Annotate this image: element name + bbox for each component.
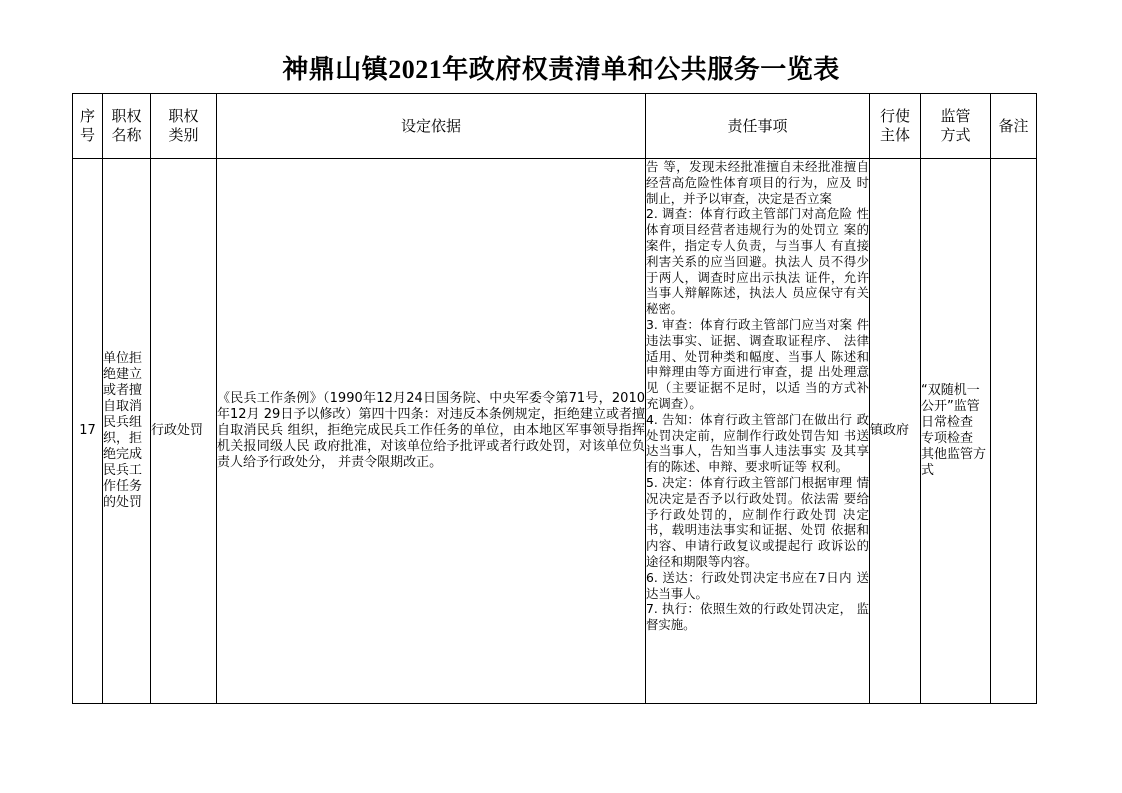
cell-executing-body: 镇政府 <box>870 159 921 704</box>
header-power-category <box>151 94 217 159</box>
cell-supervision-method <box>921 159 991 704</box>
cell-power-category: 行政处罚 <box>151 159 217 704</box>
header-serial-number <box>73 94 103 159</box>
header-remark: 备注 <box>991 94 1037 159</box>
duty-item: 4. 告知：体育行政主管部门在做出行 政处罚决定前，应制作行政处罚告知 书送达当事人，告知当事人违法事实 及其享有的陈述、申辩、要求听证等 权利。 <box>646 411 869 475</box>
duty-item: 7. 执行：依照生效的行政处罚决定， 监督实施。 <box>646 601 869 633</box>
cell-serial-number: 17 <box>73 159 103 704</box>
duty-item: 5. 决定：体育行政主管部门根据审理 情况决定是否予以行政处罚。依法需 要给予行政处罚的，应制作行政处罚 决定书，载明违法事实和证据、处罚 依据和内容、申请行政复议或提起行 政诉讼的途径和期限等内容。 <box>646 474 869 569</box>
table-header-row <box>73 94 1037 159</box>
supervision-item: 专项检查 <box>921 431 974 446</box>
header-supervision-method <box>921 94 991 159</box>
duty-item: 6. 送达：行政处罚决定书应在7日内 送达当事人。 <box>646 569 869 601</box>
supervision-item: 日常检查 <box>921 415 974 430</box>
header-legal-basis: 设定依据 <box>217 94 646 159</box>
header-power-category-label: 职权类别 <box>168 107 199 144</box>
header-power-name <box>103 94 151 159</box>
header-supervision-method-label: 监管方式 <box>940 107 971 144</box>
cell-remark <box>991 159 1037 704</box>
header-executing-body <box>870 94 921 159</box>
header-duties: 责任事项 <box>646 94 870 159</box>
cell-power-name: 单位拒绝建立或者擅自取消民兵组织，拒绝完成民兵工作任务的处罚 <box>103 159 151 704</box>
duty-item: 2. 调查：体育行政主管部门对高危险 性体育项目经营者违规行为的处罚立 案的案件，指定专人负责，与当事人 有直接利害关系的应当回避。执法人 员不得少于两人，调查时应出示执法 证件，允许当事人辩解陈述，执法人 员应保守有关秘密。 <box>646 206 869 317</box>
table-row <box>73 159 1037 704</box>
header-executing-body-label: 行使主体 <box>879 107 910 144</box>
duty-item: 3. 审查：体育行政主管部门应当对案 件违法事实、证据、调查取证程序、 法律适用、处罚种类和幅度、当事人 陈述和申辩理由等方面进行审查，提 出处理意见（主要证据不足时，以适 当的方式补充调查）。 <box>646 316 869 411</box>
cell-legal-basis: 《民兵工作条例》（1990年12月24日国务院、中央军委令第71号，2010年12月 29日予以修改）第四十四条：对违反本条例规定，拒绝建立或者擅自取消民兵 组织，拒绝完成民兵工作任务的单位，由本地区军事领导指挥机关报同级人民 政府批准，对该单位给予批评或者行政处罚，对该单位负责人给予行政处分， 并责令限期改正。 <box>217 159 646 704</box>
cell-duties <box>646 159 870 704</box>
duty-item: 告 等，发现未经批准擅自未经批准擅自 经营高危险性体育项目的行为，应及 时制止，并予以审查，决定是否立案 <box>646 159 869 206</box>
header-power-name-label: 职权名称 <box>111 107 142 144</box>
page-title: 神鼎山镇2021年政府权责清单和公共服务一览表 <box>282 55 840 84</box>
header-serial-number-label: 序号 <box>79 107 95 144</box>
supervision-item: 其他监管方式 <box>921 447 987 478</box>
supervision-item: “双随机一公开”监管 <box>921 383 980 414</box>
responsibility-table <box>72 93 1037 704</box>
